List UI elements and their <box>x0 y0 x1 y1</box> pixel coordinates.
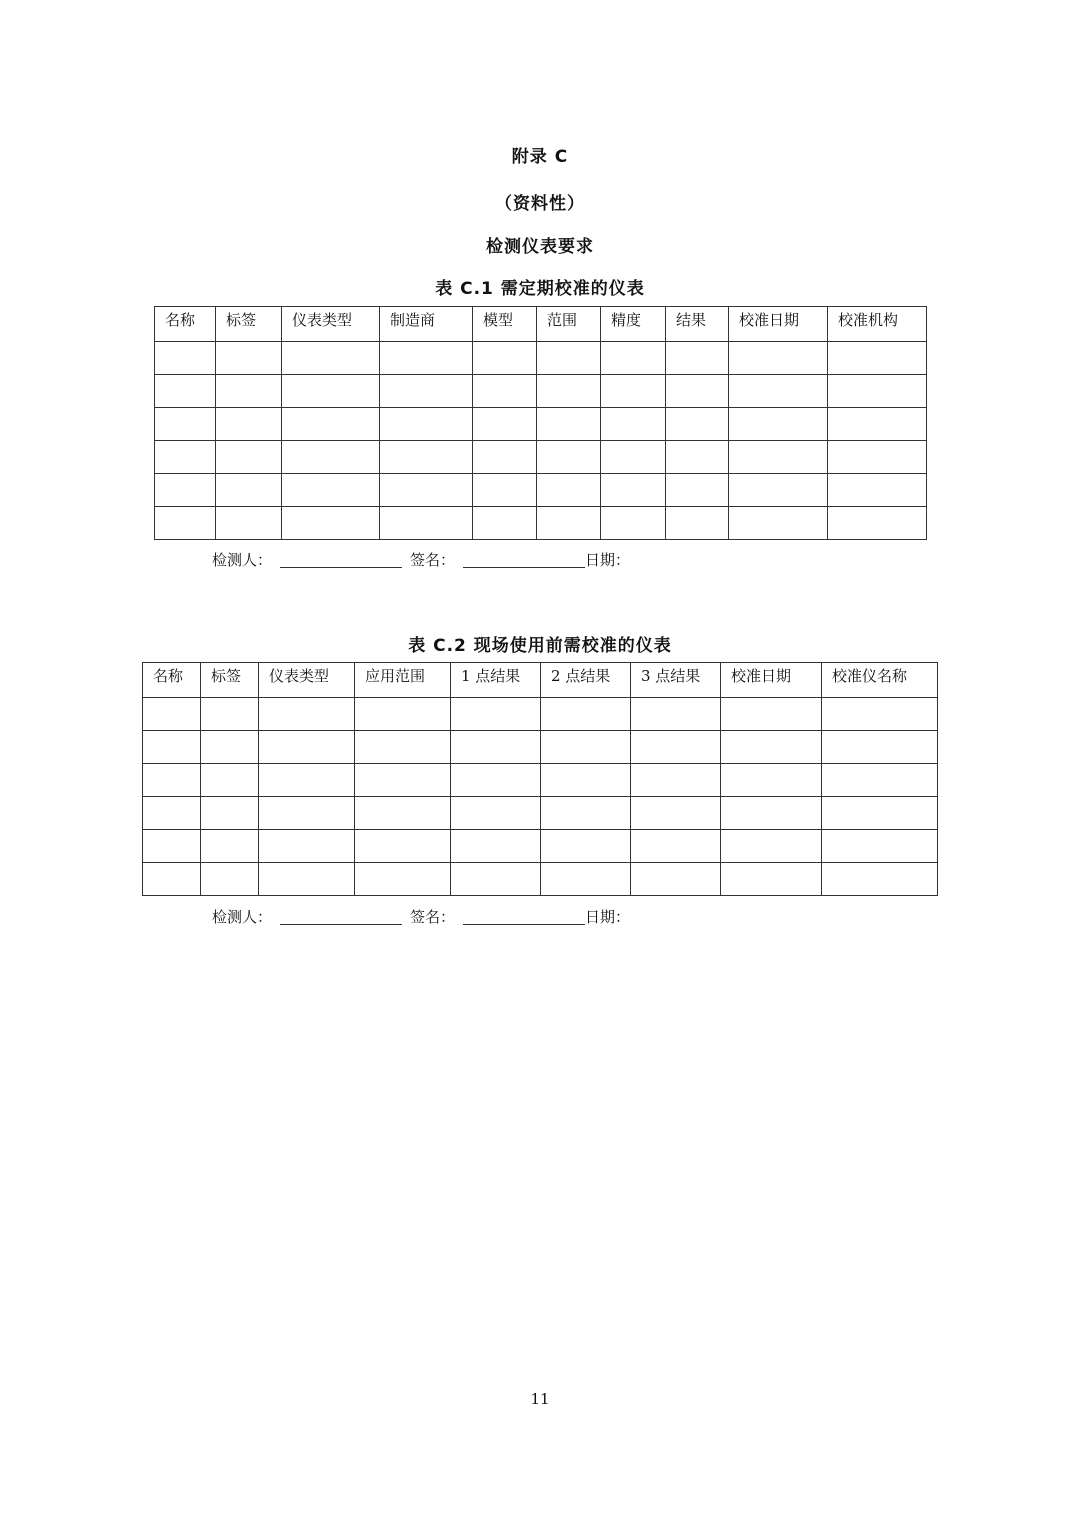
sign-label: 签名： <box>410 908 456 926</box>
table-cell[interactable] <box>666 408 729 441</box>
table-cell[interactable] <box>216 408 282 441</box>
table-cell[interactable] <box>666 441 729 474</box>
table-row <box>143 698 938 731</box>
table1-signature-row <box>212 546 630 570</box>
table-cell[interactable] <box>201 698 259 731</box>
table-cell[interactable] <box>666 474 729 507</box>
table-cell[interactable] <box>201 830 259 863</box>
table-cell[interactable] <box>259 698 355 731</box>
column-header: 仪表类型 <box>282 307 380 342</box>
column-header: 名称 <box>155 307 216 342</box>
table-cell[interactable] <box>729 408 828 441</box>
table-cell[interactable] <box>143 830 201 863</box>
table-cell[interactable] <box>822 797 938 830</box>
column-header: 范围 <box>537 307 601 342</box>
table-cell[interactable] <box>259 764 355 797</box>
column-header: 结果 <box>666 307 729 342</box>
table-cell[interactable] <box>451 764 541 797</box>
table-row <box>143 863 938 896</box>
table-cell[interactable] <box>721 863 822 896</box>
column-header: 名称 <box>143 663 201 698</box>
column-header: 仪表类型 <box>259 663 355 698</box>
column-header: 模型 <box>473 307 537 342</box>
date-label: 日期： <box>585 908 631 926</box>
table1 <box>154 306 927 540</box>
table-header-row <box>155 307 927 342</box>
table-cell[interactable] <box>828 507 927 540</box>
table-cell[interactable] <box>721 731 822 764</box>
appendix-heading: 检测仪表要求 <box>486 237 594 257</box>
table-cell[interactable] <box>822 764 938 797</box>
table-cell[interactable] <box>541 698 631 731</box>
table-cell[interactable] <box>631 830 721 863</box>
table-cell[interactable] <box>282 441 380 474</box>
table-cell[interactable] <box>631 731 721 764</box>
column-header: 标签 <box>201 663 259 698</box>
table-row <box>143 830 938 863</box>
table-cell[interactable] <box>473 375 537 408</box>
page-number: 11 <box>530 1390 550 1408</box>
table-cell[interactable] <box>631 797 721 830</box>
table-cell[interactable] <box>473 441 537 474</box>
table-cell[interactable] <box>216 474 282 507</box>
column-header: 制造商 <box>380 307 473 342</box>
table-row <box>155 474 927 507</box>
table-cell[interactable] <box>451 863 541 896</box>
table-cell[interactable] <box>541 764 631 797</box>
column-header: 校准日期 <box>721 663 822 698</box>
table-cell[interactable] <box>541 797 631 830</box>
column-header: 标签 <box>216 307 282 342</box>
table-cell[interactable] <box>473 342 537 375</box>
table-cell[interactable] <box>282 474 380 507</box>
table-row <box>143 731 938 764</box>
table-cell[interactable] <box>380 507 473 540</box>
table-cell[interactable] <box>155 408 216 441</box>
table-cell[interactable] <box>666 507 729 540</box>
table-cell[interactable] <box>828 474 927 507</box>
table-cell[interactable] <box>282 342 380 375</box>
table-cell[interactable] <box>537 342 601 375</box>
table-header-row <box>143 663 938 698</box>
table-cell[interactable] <box>201 863 259 896</box>
date-label: 日期： <box>585 551 631 569</box>
table-cell[interactable] <box>143 731 201 764</box>
table-cell[interactable] <box>828 441 927 474</box>
table-cell[interactable] <box>451 731 541 764</box>
table2 <box>142 662 938 896</box>
table-cell[interactable] <box>601 474 666 507</box>
table-cell[interactable] <box>143 764 201 797</box>
table-cell[interactable] <box>729 375 828 408</box>
column-header: 2 点结果 <box>541 663 631 698</box>
table-cell[interactable] <box>721 830 822 863</box>
table-cell[interactable] <box>451 698 541 731</box>
table-cell[interactable] <box>729 474 828 507</box>
table-cell[interactable] <box>601 441 666 474</box>
sign-field[interactable] <box>463 910 585 925</box>
column-header: 3 点结果 <box>631 663 721 698</box>
table-row <box>155 408 927 441</box>
table-cell[interactable] <box>537 441 601 474</box>
inspector-label: 检测人： <box>212 908 273 926</box>
column-header: 1 点结果 <box>451 663 541 698</box>
table-cell[interactable] <box>380 441 473 474</box>
table-cell[interactable] <box>631 863 721 896</box>
appendix-title: 附录 C <box>511 147 569 167</box>
table-cell[interactable] <box>729 441 828 474</box>
table-cell[interactable] <box>380 408 473 441</box>
column-header: 应用范围 <box>355 663 451 698</box>
table-cell[interactable] <box>259 830 355 863</box>
table-cell[interactable] <box>143 797 201 830</box>
sign-field[interactable] <box>463 553 585 568</box>
table-cell[interactable] <box>282 408 380 441</box>
table-cell[interactable] <box>155 441 216 474</box>
sign-label: 签名： <box>410 551 456 569</box>
table-cell[interactable] <box>822 698 938 731</box>
table-cell[interactable] <box>601 375 666 408</box>
inspector-field[interactable] <box>280 553 402 568</box>
table-cell[interactable] <box>216 441 282 474</box>
table-cell[interactable] <box>601 507 666 540</box>
table-cell[interactable] <box>822 830 938 863</box>
table-cell[interactable] <box>380 474 473 507</box>
table-cell[interactable] <box>143 698 201 731</box>
table-cell[interactable] <box>537 408 601 441</box>
table-cell[interactable] <box>380 375 473 408</box>
table-cell[interactable] <box>828 408 927 441</box>
table-cell[interactable] <box>631 764 721 797</box>
table-cell[interactable] <box>355 797 451 830</box>
table-cell[interactable] <box>828 342 927 375</box>
table-cell[interactable] <box>541 731 631 764</box>
table-cell[interactable] <box>537 474 601 507</box>
table-cell[interactable] <box>155 474 216 507</box>
table-cell[interactable] <box>473 408 537 441</box>
column-header: 精度 <box>601 307 666 342</box>
table-cell[interactable] <box>355 830 451 863</box>
table-cell[interactable] <box>355 698 451 731</box>
table-cell[interactable] <box>355 731 451 764</box>
table-cell[interactable] <box>721 764 822 797</box>
table-cell[interactable] <box>355 863 451 896</box>
table-cell[interactable] <box>201 731 259 764</box>
appendix-subtitle: （资料性） <box>495 194 585 214</box>
table-cell[interactable] <box>216 375 282 408</box>
inspector-field[interactable] <box>280 910 402 925</box>
table-cell[interactable] <box>729 507 828 540</box>
table-row <box>155 441 927 474</box>
table-cell[interactable] <box>822 863 938 896</box>
table-row <box>143 797 938 830</box>
table-cell[interactable] <box>155 342 216 375</box>
table-cell[interactable] <box>282 507 380 540</box>
table-cell[interactable] <box>541 830 631 863</box>
table-cell[interactable] <box>216 342 282 375</box>
table-cell[interactable] <box>631 698 721 731</box>
table-cell[interactable] <box>216 507 282 540</box>
table-cell[interactable] <box>537 375 601 408</box>
table-cell[interactable] <box>729 342 828 375</box>
table-cell[interactable] <box>601 342 666 375</box>
table-cell[interactable] <box>822 731 938 764</box>
table-cell[interactable] <box>473 507 537 540</box>
table-cell[interactable] <box>155 375 216 408</box>
table-row <box>155 507 927 540</box>
column-header: 校准机构 <box>828 307 927 342</box>
table-cell[interactable] <box>721 797 822 830</box>
column-header: 校准日期 <box>729 307 828 342</box>
table-cell[interactable] <box>451 830 541 863</box>
table-cell[interactable] <box>155 507 216 540</box>
table-cell[interactable] <box>666 375 729 408</box>
column-header: 校准仪名称 <box>822 663 938 698</box>
table-cell[interactable] <box>201 797 259 830</box>
table-cell[interactable] <box>828 375 927 408</box>
table-cell[interactable] <box>355 764 451 797</box>
table2-signature-row <box>212 903 630 927</box>
table-cell[interactable] <box>666 342 729 375</box>
table-cell[interactable] <box>380 342 473 375</box>
inspector-label: 检测人： <box>212 551 273 569</box>
table-cell[interactable] <box>721 698 822 731</box>
table-cell[interactable] <box>537 507 601 540</box>
table2-caption: 表 C.2 现场使用前需校准的仪表 <box>408 636 672 656</box>
table-cell[interactable] <box>473 474 537 507</box>
table-row <box>143 764 938 797</box>
table-cell[interactable] <box>143 863 201 896</box>
table-cell[interactable] <box>259 731 355 764</box>
table-cell[interactable] <box>259 797 355 830</box>
table-row <box>155 375 927 408</box>
table-cell[interactable] <box>541 863 631 896</box>
table-row <box>155 342 927 375</box>
table-cell[interactable] <box>601 408 666 441</box>
table1-caption: 表 C.1 需定期校准的仪表 <box>435 279 645 299</box>
table-cell[interactable] <box>282 375 380 408</box>
table-cell[interactable] <box>451 797 541 830</box>
table-cell[interactable] <box>201 764 259 797</box>
table-cell[interactable] <box>259 863 355 896</box>
